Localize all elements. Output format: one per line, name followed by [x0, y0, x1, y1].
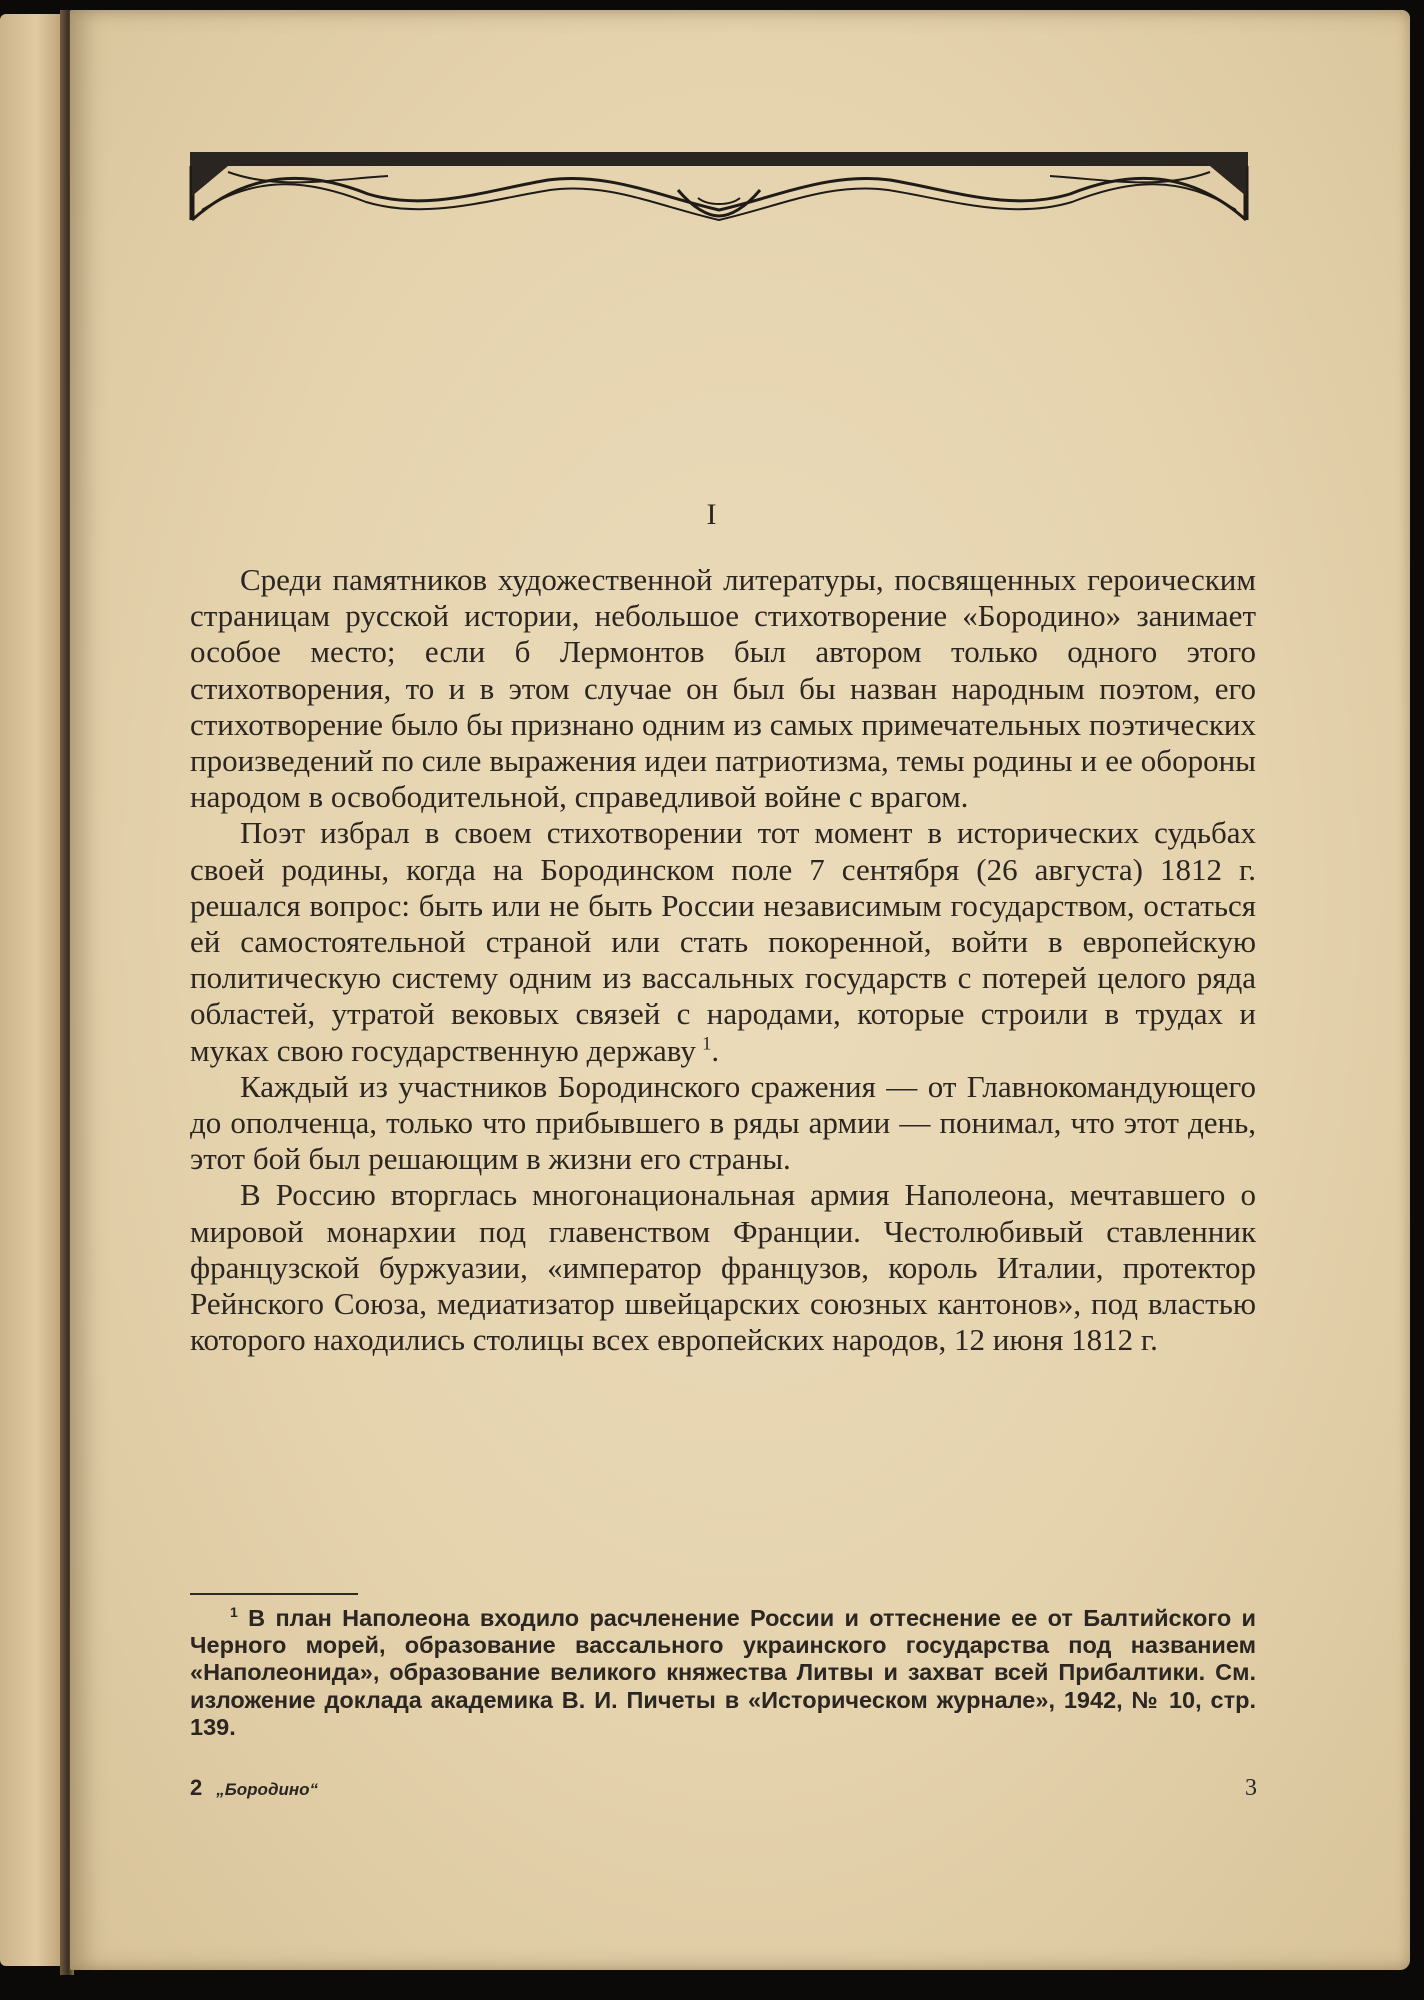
paragraph-2: Поэт избрал в своем стихотворении тот момент в исторических судьбах своей родины, когда на Бородинском поле 7 сентября (26 августа) 1812 г. решался вопрос: быть или не быть России независимым государством, остаться ей самостоятельной страной или стать покоренной, войти в европейскую политическую систему одним из вассальных государств с потерей целого ряда областей, утратой вековых связей с народами, которые строили в трудах и муках свою государственную державу $^1$.: [190, 815, 1256, 1068]
main-text: [190, 562, 1256, 1358]
printer-signature: [190, 1775, 318, 1801]
paragraph-3: Каждый из участников Бородинского сражения — от Главнокомандующего до ополченца, только что прибывшего в ряды армии — понимал, что этот день, этот бой был решающим в жизни его страны.: [190, 1068, 1256, 1177]
footnote: [190, 1605, 1256, 1741]
footnote-reference: 1: [702, 1033, 712, 1055]
footnote-divider: [190, 1593, 358, 1595]
footnote-text: В план Наполеона входило расчленение России и оттеснение ее от Балтийского и Черного морей, образование вассального украинского государства под названием «Наполеонида», образование великого княжества Литвы и захват всей Прибалтики. См. изложение доклада академика В. И. Пичеты в «Историческом журнале», 1942, № 10, стр. 139.: [190, 1605, 1256, 1740]
signature-title: „Бородино“: [216, 1780, 318, 1799]
footnote-marker: 1: [230, 1604, 238, 1621]
page-number: 3: [1245, 1775, 1257, 1801]
previous-page-edge: [0, 14, 66, 1966]
signature-number: 2: [190, 1775, 203, 1800]
chapter-numeral: I: [706, 498, 718, 531]
paragraph-2-text: Поэт избрал в своем стихотворении тот момент в исторических судьбах своей родины, когда на Бородинском поле 7 сентября (26 августа) 1812 г. решался вопрос: быть или не быть России независимым государством, остаться ей самостоятельной страной или стать покоренной, войти в европейскую политическую систему одним из вассальных государств с потерей целого ряда областей, утратой вековых связей с народами, которые строили в трудах и муках свою государственную державу: [190, 815, 1256, 1068]
decorative-header-ornament: [188, 150, 1250, 226]
paragraph-4: В Россию вторглась многонациональная армия Наполеона, мечтавшего о мировой монархии под главенством Франции. Честолюбивый ставленник французской буржуазии, «император французов, король Италии, протектор Рейнского Союза, медиатизатор швейцарских союзных кантонов», под властью которого находились столицы всех европейских народов, 12 июня 1812 г.: [190, 1177, 1256, 1358]
paragraph-1: Среди памятников художественной литературы, посвященных героическим страницам русской истории, небольшое стихотворение «Бородино» занимает особое место; если б Лермонтов был автором только одного этого стихотворения, то и в этом случае он был бы назван народным поэтом, его стихотворение было бы признано одним из самых примечательных поэтических произведений по силе выражения идеи патриотизма, темы родины и ее обороны народом в освободительной, справедливой войне с врагом.: [190, 562, 1256, 815]
